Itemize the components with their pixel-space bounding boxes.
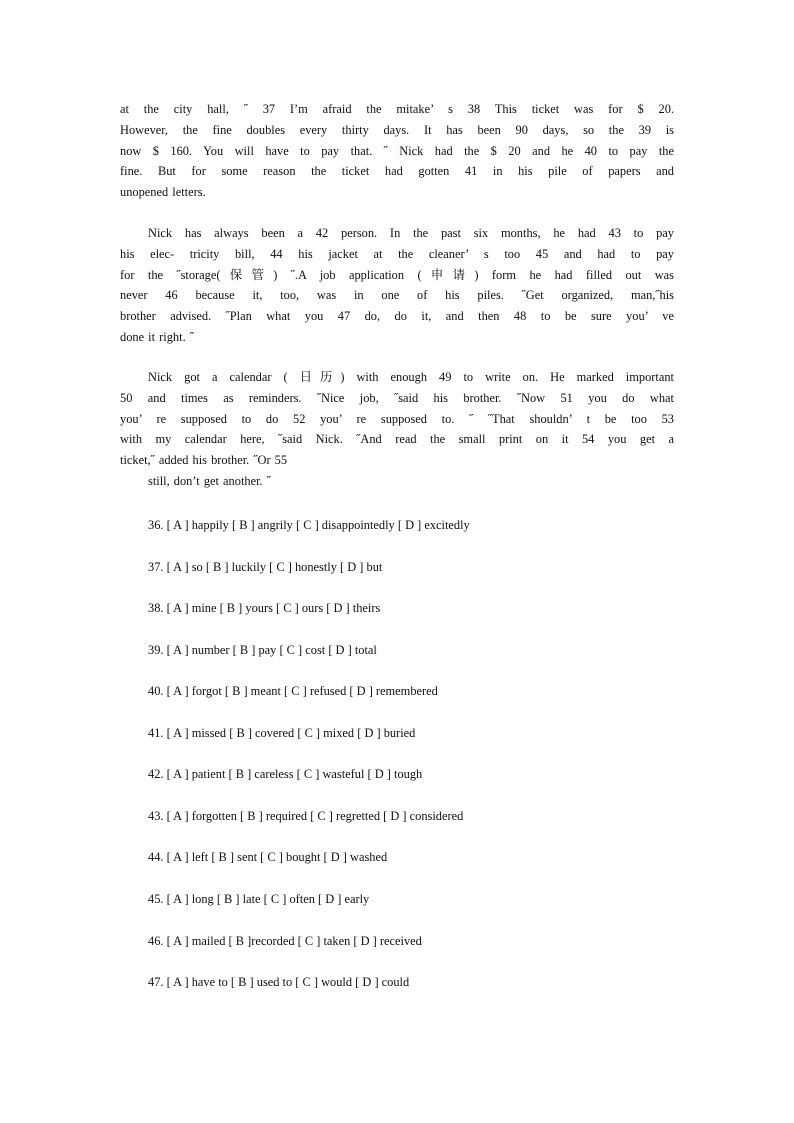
- passage-line: with my calendar here, ˝said Nick. ˝And read the small print on it 54 you get a: [120, 432, 674, 447]
- question-36: 36. [ A ] happily [ B ] angrily [ C ] disappointedly [ D ] excitedly: [148, 518, 470, 532]
- question-47: 47. [ A ] have to [ B ] used to [ C ] would [ D ] could: [148, 975, 410, 989]
- question-46: 46. [ A ] mailed [ B ]recorded [ C ] taken [ D ] received: [148, 934, 422, 948]
- passage-paragraph-3: [120, 367, 674, 492]
- passage-line: you’ re supposed to do 52 you’ re supposed to. ˝ ˝That shouldn’ t be too 53: [120, 411, 674, 426]
- passage-line: never 46 because it, too, was in one of his piles. ˝Get organized, man,˝his: [120, 288, 674, 303]
- question-37: 37. [ A ] so [ B ] luckily [ C ] honestly [ D ] but: [148, 560, 383, 574]
- passage-line: at the city hall, ˝ 37 I’m afraid the mitake’ s 38 This ticket was for $ 20.: [120, 102, 674, 116]
- passage-line: now $ 160. You will have to pay that. ˝ Nick had the $ 20 and he 40 to pay the: [120, 143, 674, 158]
- passage-line: Nick has always been a 42 person. In the past six months, he had 43 to pay: [148, 226, 674, 240]
- question-45: 45. [ A ] long [ B ] late [ C ] often [ D ] early: [148, 892, 370, 906]
- question-42: 42. [ A ] patient [ B ] careless [ C ] wasteful [ D ] tough: [148, 767, 423, 781]
- passage-line: done it right. ˝: [120, 329, 194, 344]
- question-38: 38. [ A ] mine [ B ] yours [ C ] ours [ D ] theirs: [148, 601, 381, 615]
- passage-line: his elec- tricity bill, 44 his jacket at the cleaner’ s too 45 and had to pay: [120, 246, 674, 261]
- passage-line: ticket,˝ added his brother. ˝Or 55: [120, 453, 288, 468]
- passage-paragraph-2: [120, 223, 674, 348]
- question-44: 44. [ A ] left [ B ] sent [ C ] bought [ D ] washed: [148, 850, 388, 864]
- passage-line: unopened letters.: [120, 185, 206, 200]
- passage-line: Nick got a calendar ( 日历) with enough 49 to write on. He marked important: [148, 370, 674, 384]
- passage-line: fine. But for some reason the ticket had gotten 41 in his pile of papers and: [120, 164, 674, 179]
- question-43: 43. [ A ] forgotten [ B ] required [ C ] regretted [ D ] considered: [148, 809, 464, 823]
- question-39: 39. [ A ] number [ B ] pay [ C ] cost [ D ] total: [148, 643, 377, 657]
- passage-paragraph-1: [120, 99, 674, 203]
- passage-line: for the ˝storage(保管) ˝.A job application (申请) form he had filled out was: [120, 267, 674, 282]
- question-40: 40. [ A ] forgot [ B ] meant [ C ] refused [ D ] remembered: [148, 684, 438, 698]
- passage-line: brother advised. ˝Plan what you 47 do, do it, and then 48 to be sure you’ ve: [120, 309, 674, 324]
- question-41: 41. [ A ] missed [ B ] covered [ C ] mixed [ D ] buried: [148, 726, 416, 740]
- passage-line: However, the fine doubles every thirty days. It has been 90 days, so the 39 is: [120, 122, 674, 137]
- passage-line: still, don’t get another. ˝: [148, 473, 271, 488]
- passage-line: 50 and times as reminders. ˝Nice job, ˝said his brother. ˝Now 51 you do what: [120, 390, 674, 405]
